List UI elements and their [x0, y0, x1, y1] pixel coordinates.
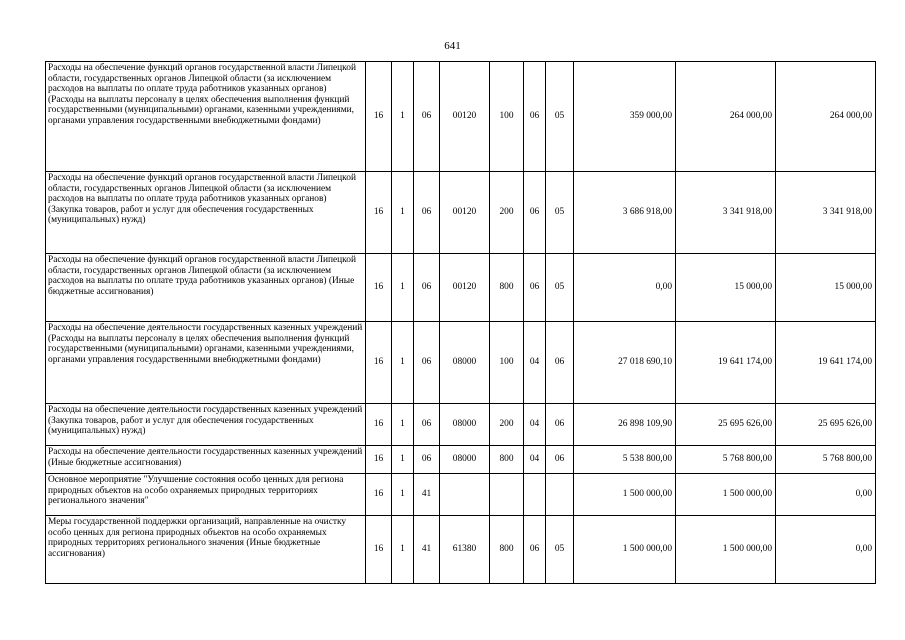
code-cell: 41	[414, 516, 440, 584]
code-cell: 200	[490, 172, 524, 254]
code-cell: 100	[490, 322, 524, 404]
code-cell: 06	[524, 516, 546, 584]
code-cell: 00120	[440, 62, 490, 172]
table-row	[46, 322, 876, 404]
row-description: Расходы на обеспечение деятельности государственных казенных учреждений (Расходы на выплаты персоналу в целях обеспечения выполнения функций государственными (муниципальными) органами, казенными учреждениями, органами управления государственными внебюджетными фондами)	[46, 322, 366, 404]
code-cell: 05	[546, 516, 574, 584]
row-description: Расходы на обеспечение функций органов государственной власти Липецкой области, государственных органов Липецкой области (за исключением расходов на выплаты по оплате труда работников указанных органов) (Закупка товаров, работ и услуг для обеспечения государственных (муниципальных) нужд)	[46, 172, 366, 254]
amount-cell: 1 500 000,00	[574, 516, 676, 584]
code-cell	[524, 474, 546, 516]
page-number: 641	[444, 40, 461, 52]
amount-cell: 264 000,00	[676, 62, 776, 172]
code-cell: 16	[366, 446, 392, 474]
row-description: Расходы на обеспечение деятельности государственных казенных учреждений (Иные бюджетные ассигнования)	[46, 446, 366, 474]
code-cell: 04	[524, 404, 546, 446]
amount-cell: 27 018 690,10	[574, 322, 676, 404]
amount-cell: 26 898 109,90	[574, 404, 676, 446]
amount-cell: 1 500 000,00	[574, 474, 676, 516]
code-cell: 61380	[440, 516, 490, 584]
code-cell: 08000	[440, 446, 490, 474]
code-cell: 06	[524, 62, 546, 172]
amount-cell: 3 341 918,00	[776, 172, 876, 254]
table-row	[46, 254, 876, 322]
code-cell: 06	[414, 404, 440, 446]
code-cell: 06	[524, 254, 546, 322]
table-row	[46, 62, 876, 172]
code-cell: 1	[392, 474, 414, 516]
code-cell: 06	[546, 446, 574, 474]
code-cell: 800	[490, 254, 524, 322]
code-cell: 04	[524, 322, 546, 404]
code-cell: 05	[546, 62, 574, 172]
code-cell: 16	[366, 474, 392, 516]
code-cell: 1	[392, 62, 414, 172]
table-row	[46, 474, 876, 516]
code-cell: 06	[546, 404, 574, 446]
code-cell	[440, 474, 490, 516]
amount-cell: 3 686 918,00	[574, 172, 676, 254]
amount-cell: 1 500 000,00	[676, 474, 776, 516]
code-cell: 1	[392, 254, 414, 322]
row-description: Основное мероприятие "Улучшение состояния особо ценных для региона природных объектов на особо охраняемых природных территориях регионального значения"	[46, 474, 366, 516]
amount-cell: 0,00	[574, 254, 676, 322]
code-cell: 800	[490, 446, 524, 474]
amount-cell: 19 641 174,00	[676, 322, 776, 404]
code-cell: 08000	[440, 322, 490, 404]
row-description: Расходы на обеспечение деятельности государственных казенных учреждений (Закупка товаров, работ и услуг для обеспечения государственных (муниципальных) нужд)	[46, 404, 366, 446]
code-cell: 06	[414, 322, 440, 404]
code-cell: 16	[366, 62, 392, 172]
code-cell: 1	[392, 172, 414, 254]
code-cell: 100	[490, 62, 524, 172]
table-row	[46, 446, 876, 474]
amount-cell: 25 695 626,00	[676, 404, 776, 446]
row-description: Расходы на обеспечение функций органов государственной власти Липецкой области, государственных органов Липецкой области (за исключением расходов на выплаты по оплате труда работников указанных органов) (Иные бюджетные ассигнования)	[46, 254, 366, 322]
code-cell	[546, 474, 574, 516]
amount-cell: 5 768 800,00	[776, 446, 876, 474]
amount-cell: 359 000,00	[574, 62, 676, 172]
code-cell	[490, 474, 524, 516]
budget-table	[45, 61, 876, 584]
code-cell: 00120	[440, 254, 490, 322]
code-cell: 1	[392, 322, 414, 404]
code-cell: 00120	[440, 172, 490, 254]
amount-cell: 5 768 800,00	[676, 446, 776, 474]
code-cell: 06	[414, 254, 440, 322]
code-cell: 16	[366, 322, 392, 404]
code-cell: 06	[414, 446, 440, 474]
amount-cell: 25 695 626,00	[776, 404, 876, 446]
amount-cell: 15 000,00	[676, 254, 776, 322]
code-cell: 16	[366, 404, 392, 446]
amount-cell: 3 341 918,00	[676, 172, 776, 254]
code-cell: 08000	[440, 404, 490, 446]
amount-cell: 0,00	[776, 474, 876, 516]
code-cell: 41	[414, 474, 440, 516]
code-cell: 16	[366, 172, 392, 254]
code-cell: 16	[366, 254, 392, 322]
code-cell: 06	[414, 172, 440, 254]
code-cell: 200	[490, 404, 524, 446]
amount-cell: 1 500 000,00	[676, 516, 776, 584]
code-cell: 05	[546, 172, 574, 254]
code-cell: 06	[524, 172, 546, 254]
table-row	[46, 516, 876, 584]
code-cell: 1	[392, 404, 414, 446]
table-row	[46, 172, 876, 254]
code-cell: 800	[490, 516, 524, 584]
code-cell: 1	[392, 446, 414, 474]
code-cell: 16	[366, 516, 392, 584]
amount-cell: 0,00	[776, 516, 876, 584]
code-cell: 06	[414, 62, 440, 172]
code-cell: 06	[546, 322, 574, 404]
code-cell: 04	[524, 446, 546, 474]
code-cell: 1	[392, 516, 414, 584]
table-row	[46, 404, 876, 446]
code-cell: 05	[546, 254, 574, 322]
amount-cell: 15 000,00	[776, 254, 876, 322]
row-description: Расходы на обеспечение функций органов государственной власти Липецкой области, государственных органов Липецкой области (за исключением расходов на выплаты по оплате труда работников указанных органов) (Расходы на выплаты персоналу в целях обеспечения выполнения функций государственными (муниципальными) органами, казенными учреждениями, органами управления государственными внебюджетными фондами)	[46, 62, 366, 172]
amount-cell: 5 538 800,00	[574, 446, 676, 474]
row-description: Меры государственной поддержки организаций, направленные на очистку особо ценных для региона природных объектов на особо охраняемых природных территориях регионального значения (Иные бюджетные ассигнования)	[46, 516, 366, 584]
amount-cell: 264 000,00	[776, 62, 876, 172]
amount-cell: 19 641 174,00	[776, 322, 876, 404]
